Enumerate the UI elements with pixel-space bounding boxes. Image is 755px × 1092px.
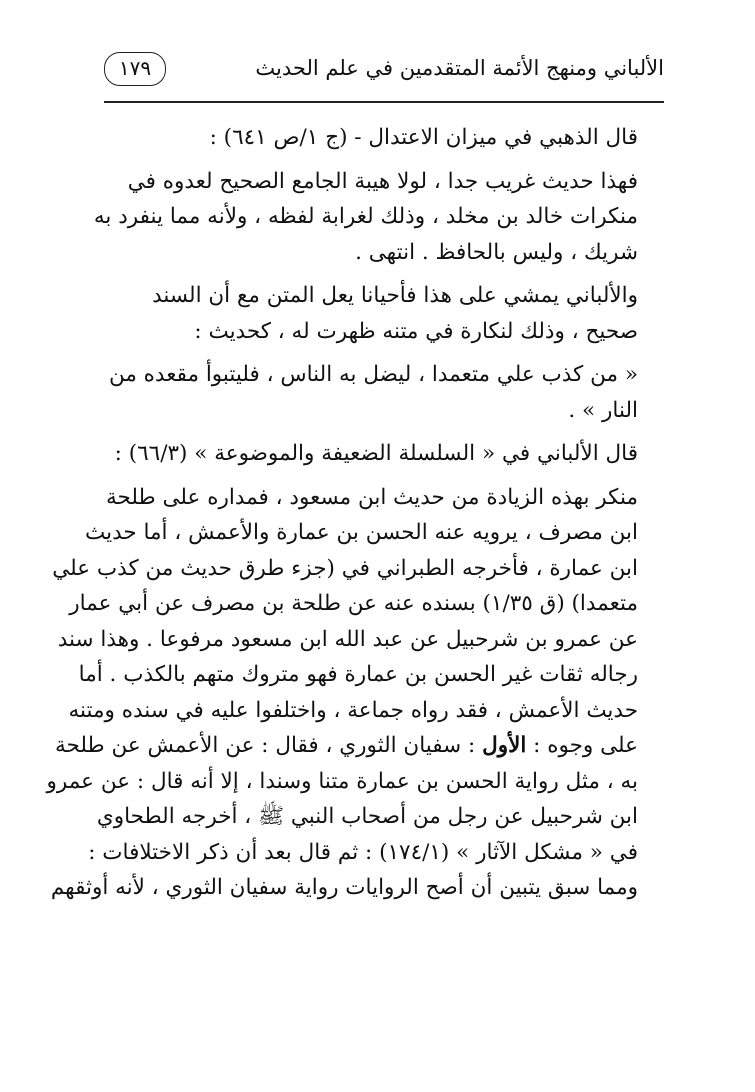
text-run: : سفيان الثوري ، فقال : عن الأعمش عن طلحة [54, 733, 476, 758]
text-line: عن عمرو بن شرحبيل عن عبد الله ابن مسعود مرفوعا . وهذا سند [57, 626, 638, 652]
text-line: ابن عمارة ، فأخرجه الطبراني في (جزء طرق حديث من كذب علي [52, 555, 638, 581]
text-line: والألباني يمشي على هذا فأحيانا يعل المتن مع أن السند [152, 283, 638, 308]
paragraph [104, 120, 664, 156]
text-line: في « مشكل الآثار » (١٧٤/١) : ثم قال بعد أن ذكر الاختلافات : [88, 839, 638, 865]
text-line: حديث الأعمش ، فقد رواه جماعة ، واختلفوا عليه في سنده ومتنه [68, 697, 638, 723]
text-line: ابن شرحبيل عن رجل من أصحاب النبي ﷺ ، أخرجه الطحاوي [96, 804, 638, 829]
running-title: الألباني ومنهج الأئمة المتقدمين في علم الحديث [255, 56, 664, 80]
paragraph [46, 480, 664, 906]
text-line: « من كذب علي متعمدا ، ليضل به الناس ، فليتبوأ مقعده من [108, 362, 638, 387]
paragraph [104, 436, 664, 472]
text-line: شريك ، وليس بالحافظ . انتهى . [355, 239, 638, 265]
text-line: النار » . [568, 397, 638, 423]
text-line [54, 728, 664, 764]
page-header [104, 52, 664, 92]
text-line: منكر بهذه الزيادة من حديث ابن مسعود ، فمداره على طلحة [106, 484, 638, 510]
bold-term: الأول [482, 733, 527, 758]
paragraph [104, 357, 664, 428]
text-line: قال الذهبي في ميزان الاعتدال - (ج ١/ص ٦٤١) : [209, 125, 638, 150]
text-line: فهذا حديث غريب جدا ، لولا هيبة الجامع الصحيح لعدوه في [127, 168, 638, 194]
header-rule [104, 101, 664, 103]
paragraph [93, 164, 664, 271]
text-line: ابن مصرف ، يرويه عنه الحسن بن عمارة والأعمش ، أما حديث [84, 520, 638, 545]
text-line: منكرات خالد بن مخلد ، وذلك لغرابة لفظه ، ولأنه مما ينفرد به [93, 204, 638, 229]
text-line: ومما سبق يتبين أن أصح الروايات رواية سفيان الثوري ، لأنه أوثقهم [50, 875, 638, 900]
text-line: متعمدا) (ق ١/٣٥) بسنده عنه عن طلحة بن مصرف عن أبي عمار [69, 591, 638, 616]
text-line: قال الألباني في « السلسلة الضعيفة والموضوعة » (٦٦/٣) : [114, 441, 638, 466]
page-number: ١٧٩ [104, 52, 166, 86]
paragraph [104, 278, 664, 349]
text-line: به ، مثل رواية الحسن بن عمارة متنا وسندا ، إلا أنه قال : عن عمرو [46, 768, 638, 794]
text-line: رجاله ثقات غير الحسن بن عمارة فهو متروك متهم بالكذب . أما [78, 662, 638, 687]
page-body [46, 120, 664, 914]
text-line: صحيح ، وذلك لنكارة في متنه ظهرت له ، كحديث : [194, 318, 638, 344]
text-run: على وجوه : [533, 733, 638, 758]
